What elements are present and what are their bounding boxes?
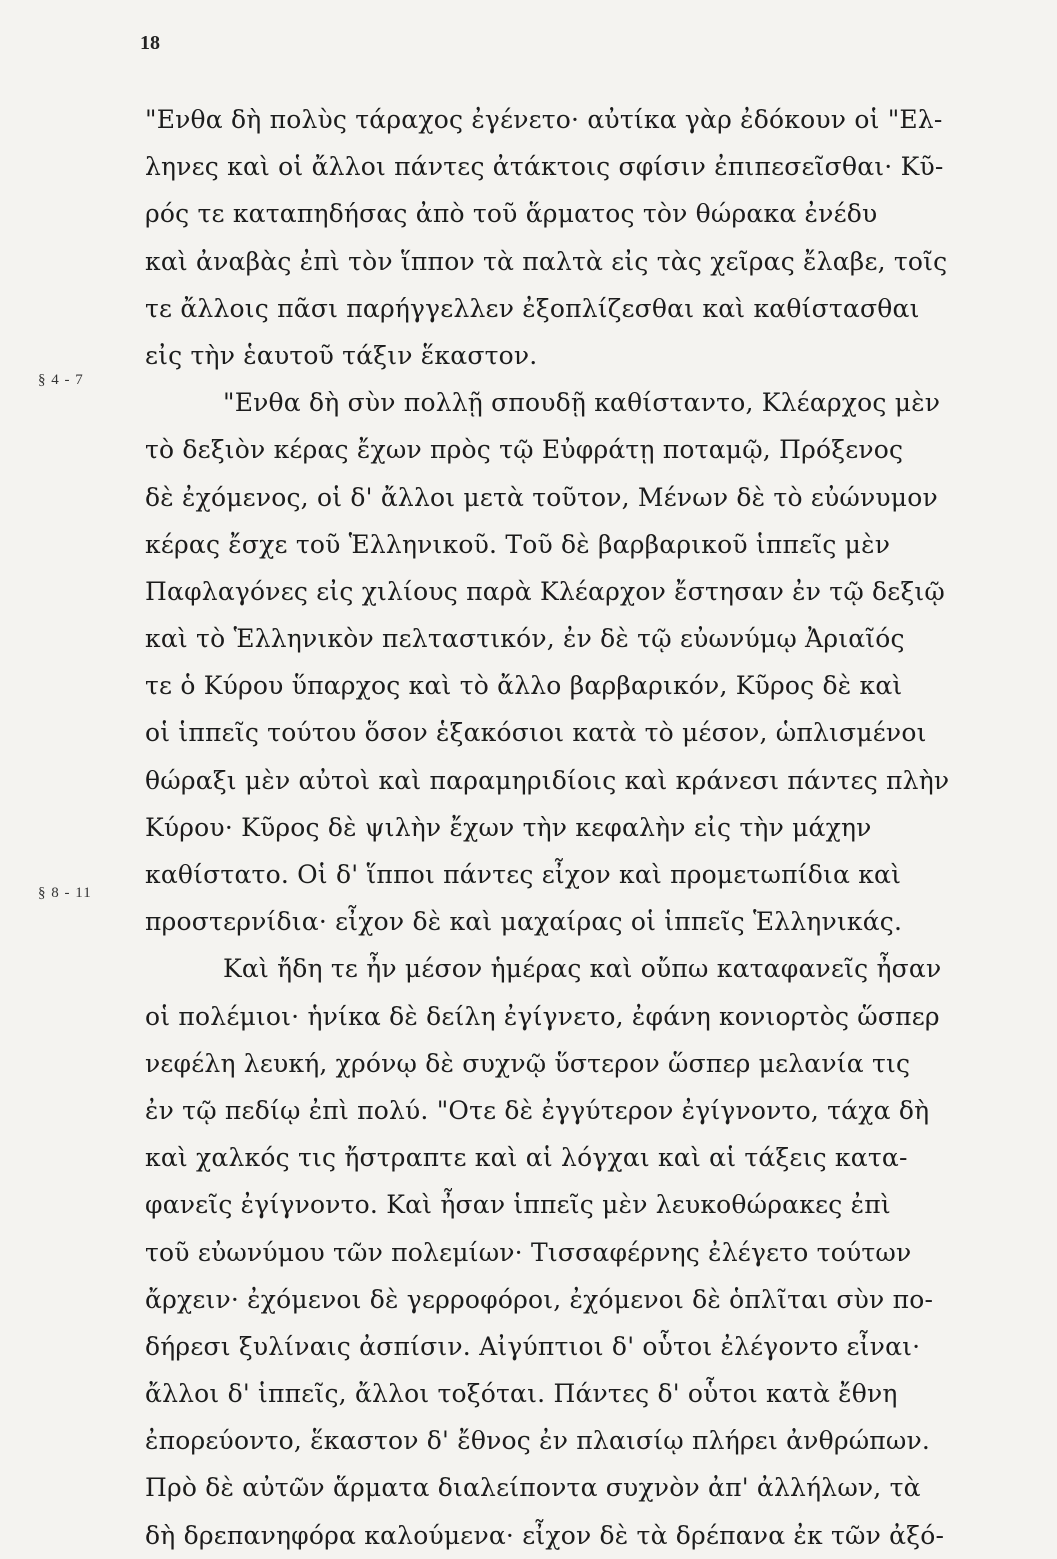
text-line: δήρεσι ξυλίναις ἀσπίσιν. Αἰγύπτιοι δ' οὗτοι ἐλέγοντο εἶναι· [145,1331,921,1361]
text-line: κέρας ἔσχε τοῦ Ἑλληνικοῦ. Τοῦ δὲ βαρβαρικοῦ ἱππεῖς μὲν [145,529,891,559]
text-line: ἄρχειν· ἐχόμενοι δὲ γερροφόροι, ἐχόμενοι δὲ ὁπλῖται σὺν πο- [145,1284,934,1314]
text-line: ληνες καὶ οἱ ἄλλοι πάντες ἀτάκτοις σφίσιν ἐπιπεσεῖσθαι· Κῦ- [145,152,944,182]
text-line: Καὶ ἤδη τε ἦν μέσον ἡμέρας καὶ οὔπω καταφανεῖς ἦσαν [223,954,942,984]
text-line: θώραξι μὲν αὐτοὶ καὶ παραμηριδίοις καὶ κράνεσι πάντες πλὴν [145,765,950,795]
greek-text-body [145,96,1025,1559]
text-line: τε ὁ Κύρου ὕπαρχος καὶ τὸ ἄλλο βαρβαρικόν, Κῦρος δὲ καὶ [145,671,903,701]
text-line: οἱ ἱππεῖς τούτου ὅσον ἑξακόσιοι κατὰ τὸ μέσον, ὡπλισμένοι [145,718,927,748]
text-line: φανεῖς ἐγίγνοντο. Καὶ ἦσαν ἱππεῖς μὲν λευκοθώρακες ἐπὶ [145,1190,891,1220]
text-line: Κύρου· Κῦρος δὲ ψιλὴν ἔχων τὴν κεφαλὴν εἰς τὴν μάχην [145,812,872,842]
text-line: Παφλαγόνες εἰς χιλίους παρὰ Κλέαρχον ἔστησαν ἐν τῷ δεξιῷ [145,576,946,606]
text-line: οἱ πολέμιοι· ἡνίκα δὲ δείλη ἐγίγνετο, ἐφάνη κονιορτὸς ὥσπερ [145,1001,940,1031]
text-line: "Ενθα δὴ σὺν πολλῇ σπουδῇ καθίσταντο, Κλέαρχος μὲν [223,388,941,418]
text-line: Πρὸ δὲ αὐτῶν ἅρματα διαλείποντα συχνὸν ἀπ' ἀλλήλων, τὰ [145,1473,921,1503]
text-line: ἐν τῷ πεδίῳ ἐπὶ πολύ. "Οτε δὲ ἐγγύτερον ἐγίγνοντο, τάχα δὴ [145,1095,930,1125]
text-line: ρός τε καταπηδήσας ἀπὸ τοῦ ἅρματος τὸν θώρακα ἐνέδυ [145,199,878,229]
text-line: "Ενθα δὴ πολὺς τάραχος ἐγένετο· αὐτίκα γὰρ ἐδόκουν οἱ "Ελ- [145,105,943,134]
text-line: καὶ τὸ Ἑλληνικὸν πελταστικόν, ἐν δὲ τῷ εὐωνύμῳ Ἀριαῖός [145,624,905,654]
text-line: καθίστατο. Οἱ δ' ἵπποι πάντες εἶχον καὶ προμετωπίδια καὶ [145,860,902,889]
text-line: καὶ ἀναβὰς ἐπὶ τὸν ἵππον τὰ παλτὰ εἰς τὰς χεῖρας ἔλαβε, τοῖς [145,246,948,276]
text-line: δὴ δρεπανηφόρα καλούμενα· εἶχον δὲ τὰ δρέπανα ἐκ τῶν ἀξό- [145,1520,945,1550]
text-line: νεφέλη λευκή, χρόνῳ δὲ συχνῷ ὕστερον ὥσπερ μελανία τις [145,1048,911,1078]
page-number: 18 [140,32,160,54]
text-line: καὶ χαλκός τις ἤστραπτε καὶ αἱ λόγχαι καὶ αἱ τάξεις κατα- [145,1143,908,1173]
text-line: εἰς τὴν ἑαυτοῦ τάξιν ἕκαστον. [145,340,538,370]
text-line: ἄλλοι δ' ἱππεῖς, ἄλλοι τοξόται. Πάντες δ' οὗτοι κατὰ ἔθνη [145,1379,898,1409]
text-line: τε ἄλλοις πᾶσι παρήγγελλεν ἐξοπλίζεσθαι καὶ καθίστασθαι [145,293,920,323]
section-ref-4-7: § 4 - 7 [38,372,84,388]
text-line: ἐπορεύοντο, ἕκαστον δ' ἔθνος ἐν πλαισίῳ πλήρει ἀνθρώπων. [145,1426,931,1456]
text-line: προστερνίδια· εἶχον δὲ καὶ μαχαίρας οἱ ἱππεῖς Ἑλληνικάς. [145,907,903,937]
text-line: δὲ ἐχόμενος, οἱ δ' ἄλλοι μετὰ τοῦτον, Μένων δὲ τὸ εὐώνυμον [145,482,938,512]
text-line: τοῦ εὐωνύμου τῶν πολεμίων· Τισσαφέρνης ἐλέγετο τούτων [145,1237,912,1267]
section-ref-8-11: § 8 - 11 [38,885,92,901]
text-line: τὸ δεξιὸν κέρας ἔχων πρὸς τῷ Εὐφράτῃ ποταμῷ, Πρόξενος [145,435,904,465]
